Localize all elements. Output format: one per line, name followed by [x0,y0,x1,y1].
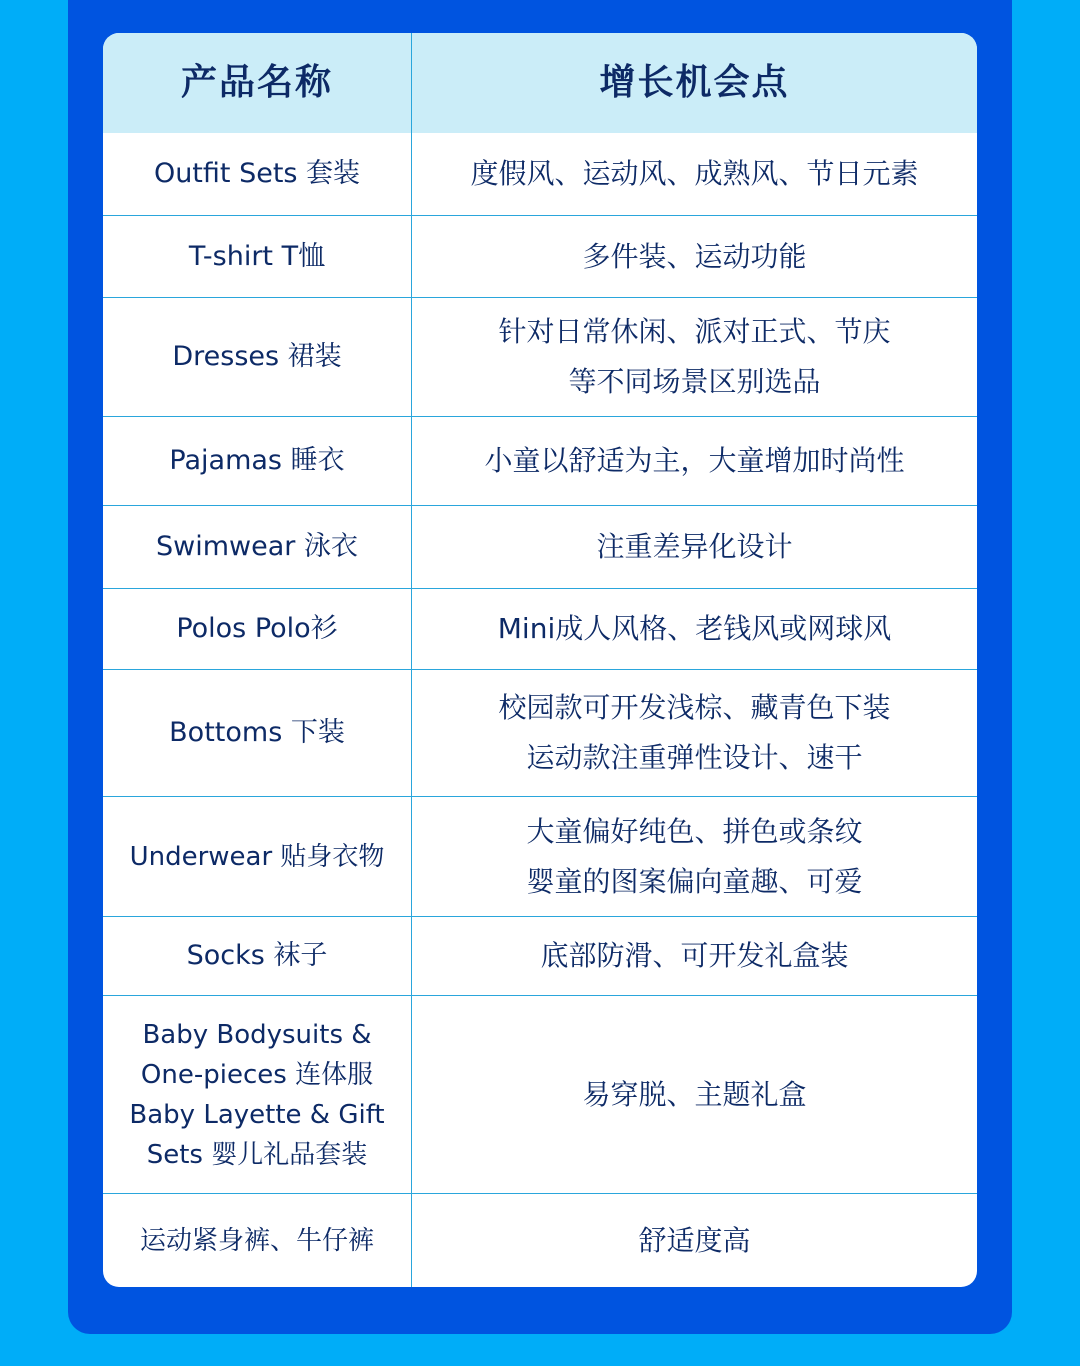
opportunity-cell: 针对日常休闲、派对正式、节庆 等不同场景区别选品 [498,315,891,398]
opportunity-cell: 大童偏好纯色、拼色或条纹 婴童的图案偏向童趣、可爱 [526,814,863,898]
product-cell: Polos Polo衫 [103,589,412,669]
product-cell: Bottoms 下装 [103,670,412,796]
product-cell: Baby Bodysuits & One-pieces 连体服 Baby Layette & Gift Sets 婴儿礼品套装 [103,996,412,1193]
table-row [103,588,977,669]
opportunity-cell: 舒适度高 [638,1223,751,1257]
opportunity-cell: 底部防滑、可开发礼盒装 [540,939,849,972]
table-header-row [103,33,977,133]
product-cell: Pajamas 睡衣 [103,417,412,505]
table-row [103,669,977,796]
table-row [103,916,977,995]
header-product-name: 产品名称 [103,33,412,133]
opportunity-cell: Mini成人风格、老钱风或网球风 [497,612,892,645]
table-row [103,133,977,215]
product-cell: Socks 袜子 [103,917,412,995]
product-cell: Outfit Sets 套装 [103,133,412,215]
opportunity-cell: 易穿脱、主题礼盒 [582,1077,807,1111]
table-row [103,416,977,505]
product-cell: Underwear 贴身衣物 [103,797,412,916]
product-cell: Swimwear 泳衣 [103,506,412,588]
header-growth-opportunity: 增长机会点 [599,62,790,103]
opportunity-cell: 多件装、运动功能 [582,239,807,273]
table-row [103,297,977,416]
product-cell: 运动紧身裤、牛仔裤 [103,1194,412,1287]
table-row [103,995,977,1193]
product-cell: T-shirt T恤 [103,216,412,297]
table-row [103,215,977,297]
opportunity-cell: 小童以舒适为主，大童增加时尚性 [484,444,905,477]
product-cell: Dresses 裙装 [103,298,412,416]
opportunity-cell: 校园款可开发浅棕、藏青色下装 运动款注重弹性设计、速干 [498,691,891,774]
product-opportunity-table [103,33,977,1287]
table-row [103,796,977,916]
table-row [103,1193,977,1287]
opportunity-cell: 注重差异化设计 [596,530,793,563]
opportunity-cell: 度假风、运动风、成熟风、节日元素 [470,157,919,190]
table-row [103,505,977,588]
